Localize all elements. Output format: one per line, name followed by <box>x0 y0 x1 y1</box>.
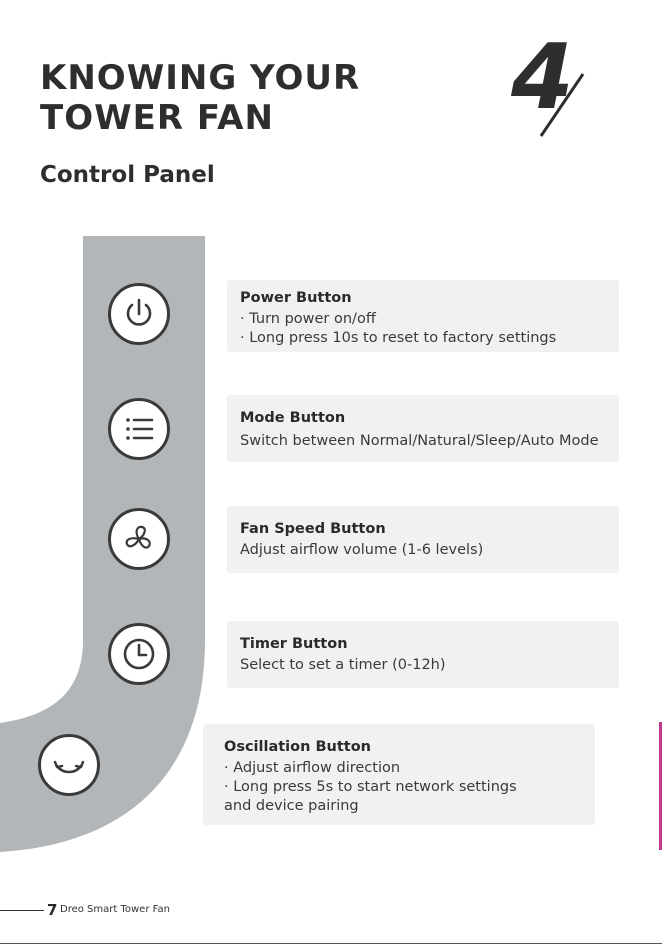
mode-button-description <box>227 395 619 462</box>
timer-button[interactable] <box>108 623 170 685</box>
title-line-1: KNOWING YOUR <box>40 58 361 98</box>
card-title: Oscillation Button <box>224 739 372 755</box>
card-line: · Turn power on/off <box>240 311 376 327</box>
menu-list-icon <box>119 409 159 449</box>
chapter-number: 4 <box>511 32 574 130</box>
oscillation-button[interactable] <box>38 734 100 796</box>
oscillation-button-description <box>203 724 595 825</box>
mode-button[interactable] <box>108 398 170 460</box>
card-line: Adjust airflow volume (1-6 levels) <box>240 542 484 558</box>
card-title: Fan Speed Button <box>240 521 386 537</box>
oscillation-icon <box>49 745 89 785</box>
fan-icon <box>119 519 159 559</box>
card-title: Mode Button <box>240 410 346 426</box>
card-line: Select to set a timer (0-12h) <box>240 657 446 673</box>
title-line-2: TOWER FAN <box>40 98 274 138</box>
card-title: Timer Button <box>240 636 348 652</box>
section-subtitle: Control Panel <box>40 162 215 188</box>
chapter-number-graphic <box>505 32 590 142</box>
footer-rule <box>0 910 44 911</box>
card-line: · Long press 10s to reset to factory settings <box>240 330 557 346</box>
page-number: 7 <box>47 901 58 919</box>
clock-icon <box>119 634 159 674</box>
card-title: Power Button <box>240 290 352 306</box>
timer-button-description <box>227 621 619 688</box>
product-name: Dreo Smart Tower Fan <box>60 904 170 915</box>
power-icon <box>119 294 159 334</box>
card-line: · Long press 5s to start network settings <box>224 779 517 795</box>
card-line: and device pairing <box>224 798 359 814</box>
page-title <box>40 58 360 138</box>
power-button[interactable] <box>108 283 170 345</box>
card-line: Switch between Normal/Natural/Sleep/Auto Mode <box>240 433 599 449</box>
fan-speed-button-description <box>227 506 619 573</box>
card-line: · Adjust airflow direction <box>224 760 401 776</box>
fan-speed-button[interactable] <box>108 508 170 570</box>
power-button-description <box>227 280 619 352</box>
page-bottom-rule <box>0 943 662 944</box>
